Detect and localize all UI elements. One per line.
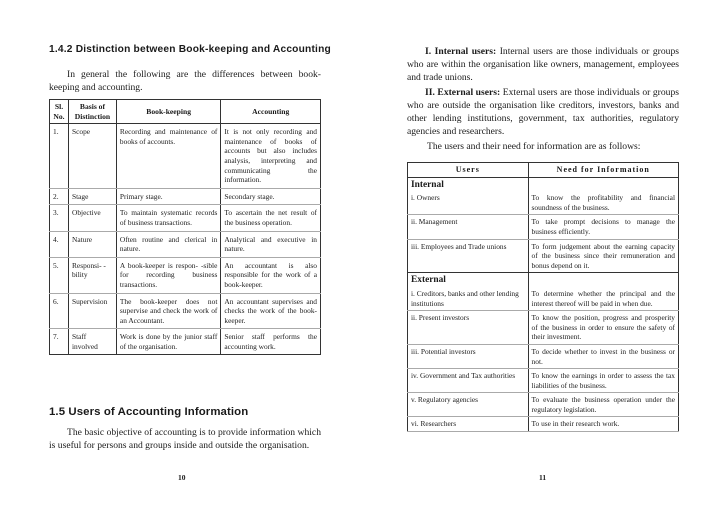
col-header-need: Need for Information (528, 163, 678, 178)
table-row (50, 257, 321, 293)
group-label: External (408, 273, 529, 287)
cell-need: To evaluate the business operation under the regulatory legislation. (528, 393, 678, 417)
cell-book-keeping: A book-keeper is respon- -sible for recording business transactions. (116, 257, 220, 293)
cell-basis: Objective (68, 205, 116, 231)
table-row (408, 311, 679, 345)
cell-basis: Responsi- -bility (68, 257, 116, 293)
table-row (408, 344, 679, 368)
cell-accounting: It is not only recording and maintenance of books of accounts but also includes analysis, interpreting and communicating the information. (221, 124, 321, 189)
users-needs-table (407, 162, 679, 432)
cell-book-keeping: Primary stage. (116, 188, 220, 205)
cell-user: vi. Researchers (408, 417, 529, 432)
cell-user: iv. Government and Tax authorities (408, 369, 529, 393)
table-row (408, 417, 679, 432)
table-row (408, 369, 679, 393)
cell-need: To use in their research work. (528, 417, 678, 432)
col-header-accounting: Accounting (221, 100, 321, 124)
cell-sl-no: 2. (50, 188, 69, 205)
table-row (408, 239, 679, 273)
cell-book-keeping: Work is done by the junior staff of the organisation. (116, 329, 220, 355)
table-row (50, 188, 321, 205)
cell-book-keeping: Recording and maintenance of books of accounts. (116, 124, 220, 189)
cell-user: i. Creditors, banks and other lending institutions (408, 287, 529, 311)
cell-sl-no: 6. (50, 293, 69, 329)
cell-accounting: An accountant is also responsible for the work of a book-keeper. (221, 257, 321, 293)
cell-need: To determine whether the principal and the interest thereof will be paid in when due. (528, 287, 678, 311)
section-heading-users: 1.5 Users of Accounting Information (49, 406, 249, 418)
cell-book-keeping: Often routine and clerical in nature. (116, 231, 220, 257)
external-users-label: II. External users: (425, 87, 501, 98)
cell-basis: Nature (68, 231, 116, 257)
table-header-row (50, 100, 321, 124)
col-header-sl-no: Sl. No. (50, 100, 69, 124)
table-row (408, 393, 679, 417)
cell-basis: Scope (68, 124, 116, 189)
intro-paragraph: In general the following are the differences between book-keeping and accounting. (49, 69, 321, 93)
section-heading-distinction: 1.4.2 Distinction between Book-keeping and Accounting (49, 44, 331, 55)
group-label: Internal (408, 177, 529, 191)
cell-basis: Supervision (68, 293, 116, 329)
cell-need: To know the position, progress and prosperity of the business in order to ensure the safety of their investment. (528, 311, 678, 345)
group-spacer (528, 177, 678, 191)
cell-accounting: To ascertain the net result of the business operation. (221, 205, 321, 231)
cell-sl-no: 7. (50, 329, 69, 355)
cell-user: ii. Present investors (408, 311, 529, 345)
cell-basis: Staff involved (68, 329, 116, 355)
users-table-header-row (408, 163, 679, 178)
users-intro-paragraph: The basic objective of accounting is to provide information which is useful for persons and groups inside and outside the organisation. (49, 427, 321, 451)
group-row-external (408, 273, 679, 287)
table-row (408, 191, 679, 215)
col-header-book-keeping: Book-keeping (116, 100, 220, 124)
cell-need: To decide whether to invest in the business or not. (528, 344, 678, 368)
cell-accounting: Secondary stage. (221, 188, 321, 205)
group-spacer (528, 273, 678, 287)
cell-need: To take prompt decisions to manage the business efficiently. (528, 215, 678, 239)
distinction-table (49, 99, 321, 355)
users-needs-intro: The users and their need for information are as follows: (427, 141, 641, 152)
col-header-basis: Basis of Distinction (68, 100, 116, 124)
cell-accounting: Analytical and executive in nature. (221, 231, 321, 257)
cell-user: i. Owners (408, 191, 529, 215)
table-row (50, 231, 321, 257)
page-number-left: 10 (178, 473, 186, 482)
cell-user: iii. Potential investors (408, 344, 529, 368)
cell-book-keeping: To maintain systematic records of business transactions. (116, 205, 220, 231)
internal-users-label: I. Internal users: (425, 46, 497, 57)
internal-users-paragraph (407, 45, 679, 84)
cell-basis: Stage (68, 188, 116, 205)
table-row (50, 124, 321, 189)
cell-sl-no: 1. (50, 124, 69, 189)
table-row (408, 287, 679, 311)
cell-sl-no: 4. (50, 231, 69, 257)
group-row-internal (408, 177, 679, 191)
cell-accounting: An accountant supervises and checks the work of the book-keeper. (221, 293, 321, 329)
cell-need: To form judgement about the earning capacity of the business since their remuneration and bonus depend on it. (528, 239, 678, 273)
table-row (50, 205, 321, 231)
cell-need: To know the earnings in order to assess the tax liabilities of the business. (528, 369, 678, 393)
internal-users-text: Internal users are those individuals or groups who are within the organisation like owners, management, employees and trade unions. (407, 46, 679, 83)
table-row (50, 293, 321, 329)
table-row (408, 215, 679, 239)
cell-sl-no: 5. (50, 257, 69, 293)
cell-user: iii. Employees and Trade unions (408, 239, 529, 273)
cell-user: v. Regulatory agencies (408, 393, 529, 417)
cell-need: To know the profitability and financial soundness of the business. (528, 191, 678, 215)
table-row (50, 329, 321, 355)
page-number-right: 11 (539, 473, 547, 482)
cell-sl-no: 3. (50, 205, 69, 231)
cell-user: ii. Management (408, 215, 529, 239)
cell-book-keeping: The book-keeper does not supervise and check the work of an Accountant. (116, 293, 220, 329)
external-users-paragraph (407, 86, 679, 138)
col-header-users: Users (408, 163, 529, 178)
external-users-text: External users are those individuals or groups who are outside the organisation like creditors, investors, banks and other lending institutions, government, tax authorities, regulatory agencies and researchers. (407, 87, 679, 137)
cell-accounting: Senior staff performs the accounting work. (221, 329, 321, 355)
